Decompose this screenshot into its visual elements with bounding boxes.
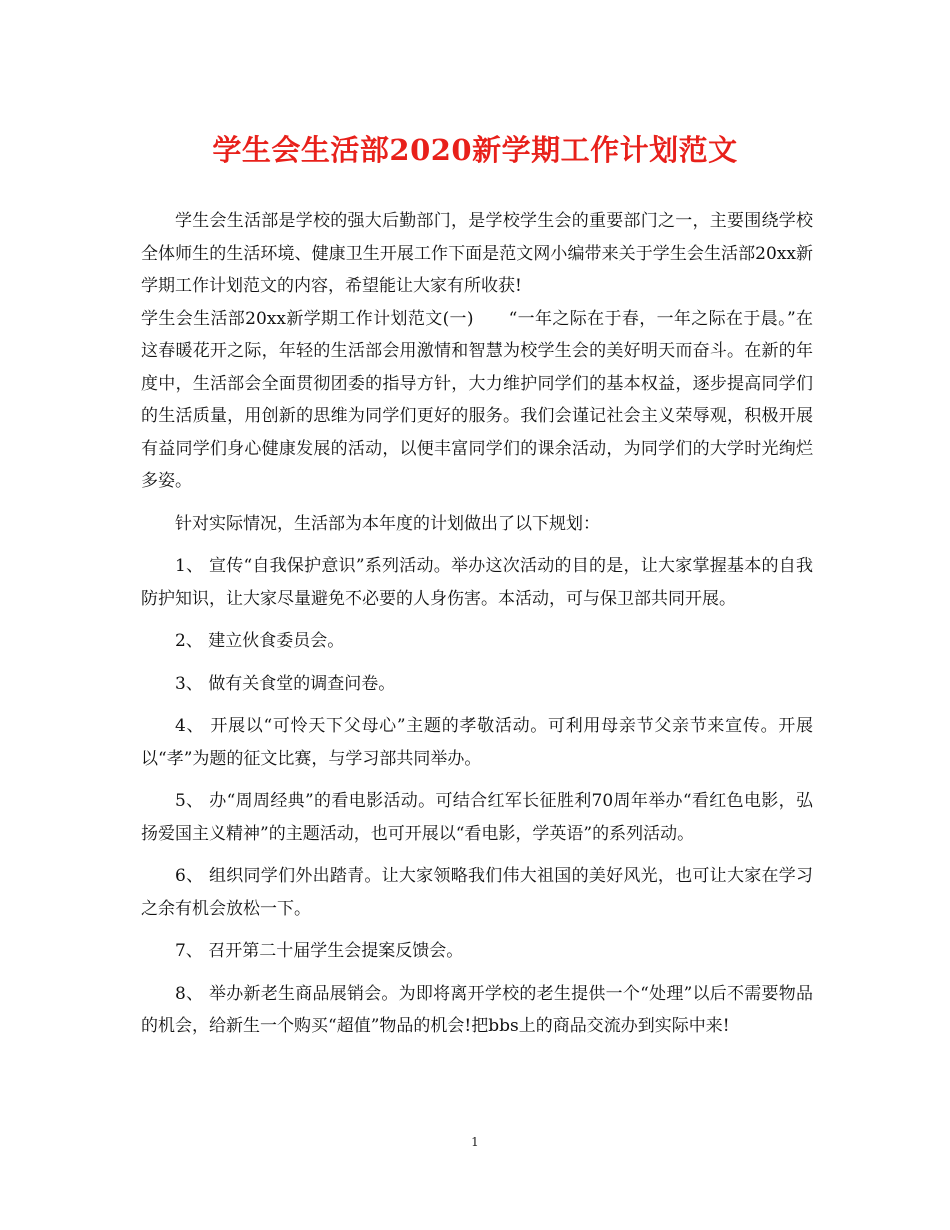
plan-item-5: 5、 办“周周经典”的看电影活动。可结合红军长征胜利70周年举办“看红色电影，弘扬爱国主义精神”的主题活动，也可开展以“看电影，学英语”的系列活动。 [141, 791, 813, 844]
plan-item-2: 2、 建立伙食委员会。 [175, 631, 345, 651]
plan-item-7: 7、 召开第二十届学生会提案反馈会。 [175, 941, 464, 961]
plan-item-8: 8、 举办新老生商品展销会。为即将离开学校的老生提供一个“处理”以后不需要物品的机会，给新生一个购买“超值”物品的机会!把bbs上的商品交流办到实际中来! [141, 983, 813, 1036]
section-paragraph: 学生会生活部20xx新学期工作计划范文(一) “一年之际在于春，一年之际在于晨。”在这春暖花开之际，年轻的生活部会用激情和智慧为校学生会的美好明天而奋斗。在新的年度中，生活部会全面贯彻团委的指导方针，大力维护同学们的基本权益，逐步提高同学们的生活质量，用创新的思维为同学们更好的服务。我们会谨记社会主义荣辱观，积极开展有益同学们身心健康发展的活动，以便丰富同学们的课余活动，为同学们的大学时光绚烂多姿。 [141, 308, 813, 491]
intro-paragraph: 学生会生活部是学校的强大后勤部门，是学校学生会的重要部门之一，主要围绕学校全体师生的生活环境、健康卫生开展工作下面是范文网小编带来关于学生会生活部20xx新学期工作计划范文的内容，希望能让大家有所收获! [141, 211, 813, 296]
plan-item-3: 3、 做有关食堂的调查问卷。 [175, 673, 396, 694]
document-body [141, 205, 813, 1043]
plan-item-6: 6、 组织同学们外出踏青。让大家领略我们伟大祖国的美好风光，也可让大家在学习之余有机会放松一下。 [141, 866, 813, 919]
page-number: 1 [471, 1135, 479, 1149]
plan-item-4: 4、 开展以“可怜天下父母心”主题的孝敬活动。可利用母亲节父亲节来宣传。开展以“孝”为题的征文比赛，与学习部共同举办。 [141, 716, 813, 769]
plan-item-1: 1、 宣传“自我保护意识”系列活动。举办这次活动的目的是，让大家掌握基本的自我防护知识，让大家尽量避免不必要的人身伤害。本活动，可与保卫部共同开展。 [141, 556, 813, 609]
document-title: 学生会生活部2020新学期工作计划范文 [212, 133, 738, 167]
plan-intro-paragraph: 针对实际情况，生活部为本年度的计划做出了以下规划： [175, 513, 600, 534]
